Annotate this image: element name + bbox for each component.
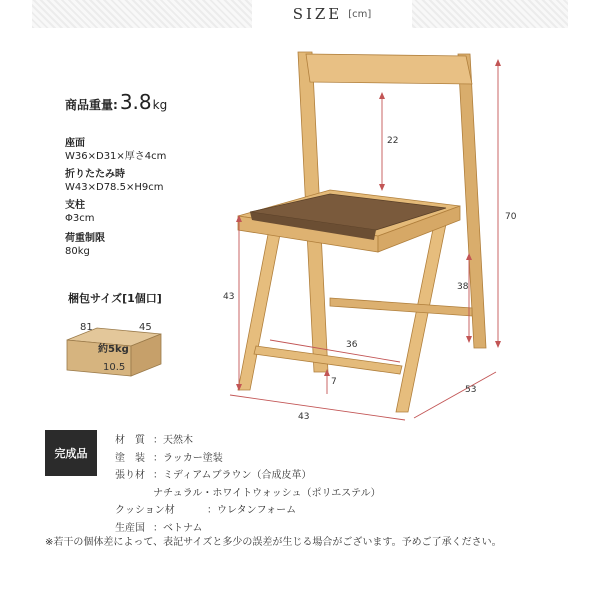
spec-post-label: 支柱 <box>65 200 85 211</box>
dim-seat-height: 43 <box>223 292 235 302</box>
weight-unit: kg <box>152 98 168 112</box>
header-unit: [cm] <box>348 8 372 20</box>
finished-product-badge: 完成品 <box>45 430 97 476</box>
dim-height: 70 <box>505 212 517 222</box>
spec-folded-label: 折りたたみ時 <box>65 169 125 180</box>
spec-post-value: Φ3cm <box>65 213 95 224</box>
spec-load-label: 荷重制限 <box>65 233 105 244</box>
upholstery-row-2: ナチュラル・ホワイトウォッシュ（ポリエステル） <box>153 487 381 499</box>
header-title: SIZE <box>292 5 343 23</box>
origin-row: 生産国 ：ベトナム <box>115 522 203 534</box>
paint-row: 塗 装 ：ラッカー塗装 <box>115 452 223 464</box>
disclaimer-note: ※若干の個体差によって、表記サイズと多少の誤差が生じる場合がございます。予めご了承ください。 <box>45 537 502 548</box>
package-weight: 約5kg <box>98 344 129 355</box>
spec-seat-label: 座面 <box>65 138 85 149</box>
weight-value: 3.8 <box>119 90 152 114</box>
spec-load-value: 80kg <box>65 246 90 257</box>
upholstery-row: 張り材 ：ミディアムブラウン（合成皮革） <box>115 470 312 481</box>
dim-width: 43 <box>298 412 310 422</box>
material-row: 材 質 ：天然木 <box>115 435 193 446</box>
dim-stretcher: 36 <box>346 340 358 350</box>
dim-depth: 53 <box>465 385 477 395</box>
dim-backrest: 22 <box>387 136 399 146</box>
package-d: 45 <box>139 322 152 333</box>
spec-folded-value: W43×D78.5×H9cm <box>65 182 164 193</box>
materials-list <box>115 432 381 537</box>
cushion-row: クッション材 ：ウレタンフォーム <box>115 505 297 516</box>
spec-seat-value: W36×D31×厚さ4cm <box>65 151 167 162</box>
dim-bottom: 7 <box>331 377 337 387</box>
package-h: 10.5 <box>103 362 126 373</box>
package-title: 梱包サイズ[1個口] <box>68 292 162 305</box>
package-w: 81 <box>80 322 93 333</box>
dim-leg: 38 <box>457 282 469 292</box>
weight-label: 商品重量: <box>65 98 118 112</box>
